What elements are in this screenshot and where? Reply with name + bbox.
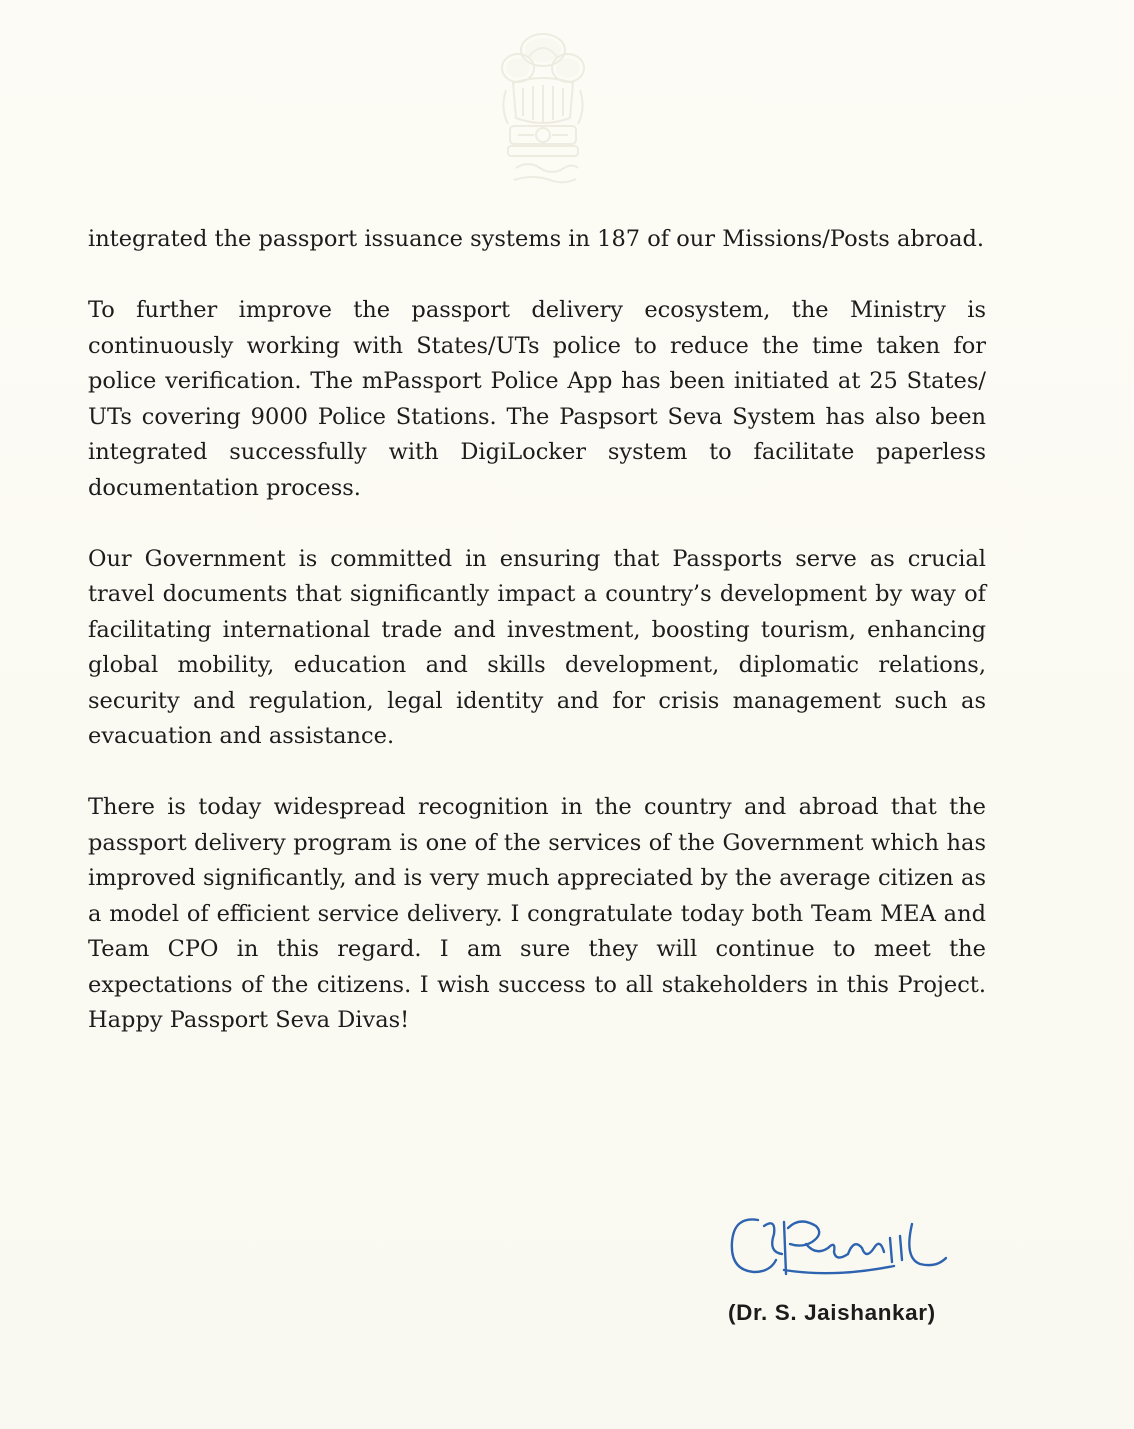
national-emblem-icon — [488, 28, 598, 198]
signature-icon — [724, 1208, 964, 1298]
letter-body — [88, 222, 986, 1074]
paragraph-3: Our Government is committed in ensuring that Passports serve as crucial travel documents that significantly impact a country’s development by way of facilitating international trade and investment, boosting tourism, enhancing global mobility, education and skills development, diplomatic relations, security and regulation, legal identity and for crisis management such as evacuation and assistance. — [88, 545, 986, 749]
signatory-name: (Dr. S. Jaishankar) — [728, 1300, 936, 1325]
paragraph-1: integrated the passport issuance systems in 187 of our Missions/Posts abroad. — [88, 226, 985, 252]
paragraph-4: There is today widespread recognition in the country and abroad that the passport delivery program is one of the services of the Government which has improved significantly, and is very much appreciated by the average citizen as a model of efficient service delivery. I congratulate today both Team MEA and Team CPO in this regard. I am sure they will continue to meet the expectations of the citizens. I wish success to all stakeholders in this Project. Happy Passport Seva Divas! — [88, 794, 986, 1033]
paragraph-2: To further improve the passport delivery ecosystem, the Ministry is continuously working with States/UTs police to reduce the time taken for police verification. The mPassport Police App has been initiated at 25 States/ UTs covering 9000 Police Stations. The Paspsort Seva System has also been integrated successfully with DigiLocker system to facilitate paperless documentation process. — [88, 297, 986, 501]
